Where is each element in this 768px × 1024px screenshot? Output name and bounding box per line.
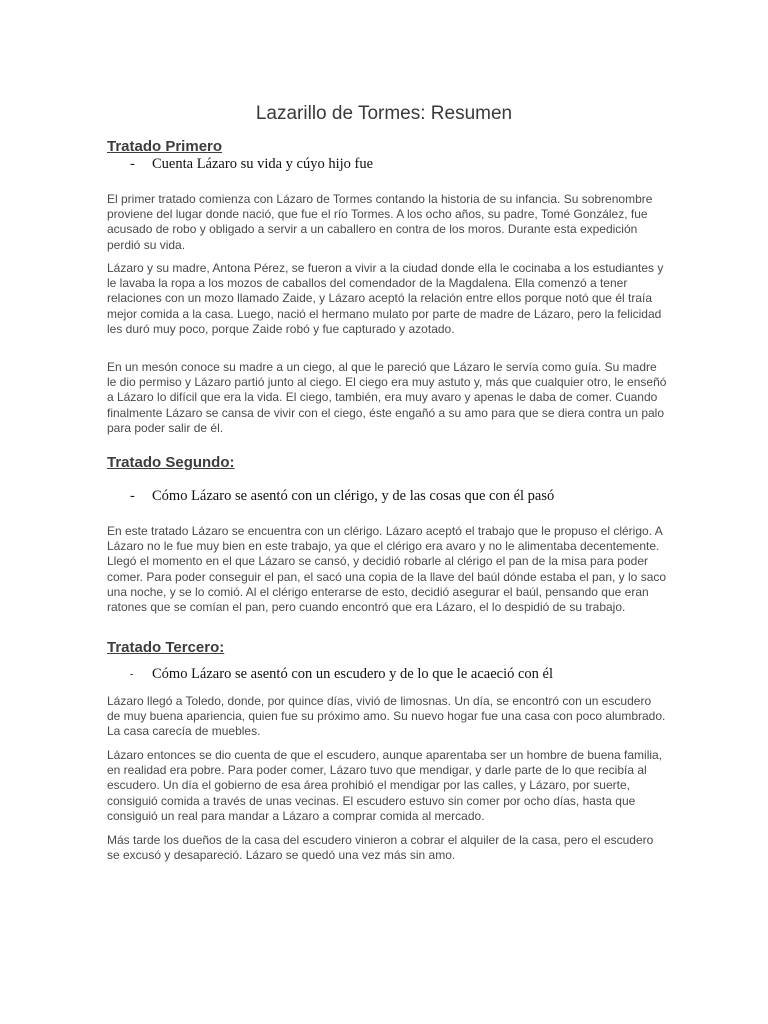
- paragraph: El primer tratado comienza con Lázaro de Tormes contando la historia de su infancia. Su sobrenombre proviene del lugar donde nació, que fue el río Tormes. A los ocho años, su padre, Tomé González, fue acusado de robo y obligado a servir a un caballero en contra de los moros. Durante esta expedición perdió su vida.: [107, 192, 653, 252]
- paragraph: Lázaro y su madre, Antona Pérez, se fueron a vivir a la ciudad donde ella le cocinaba a los estudiantes y le lavaba la ropa a los mozos de caballos del comendador de la Magdalena. Ella comenzó a tener relaciones con un mozo llamado Zaide, y Lázaro aceptó la relación entre ellos porque notó que él traía mejor comida a la casa. Luego, nació el hermano mulato por parte de madre de Lázaro, pero la felicidad les duró muy poco, porque Zaide robó y fue capturado y azotado.: [107, 261, 664, 336]
- list-dash: -: [130, 669, 134, 681]
- list-dash: -: [130, 488, 135, 504]
- section-heading-tratado-primero: Tratado Primero: [107, 138, 223, 155]
- paragraph: Más tarde los dueños de la casa del escudero vinieron a cobrar el alquiler de la casa, pero el escudero se excusó y desapareció. Lázaro se quedó una vez más sin amo.: [107, 833, 654, 863]
- paragraph: Lázaro entonces se dio cuenta de que el escudero, aunque aparentaba ser un hombre de buena familia, en realidad era pobre. Para poder comer, Lázaro tuvo que mendigar, y darle parte de lo que recibía al escudero. Un día el gobierno de esa área prohibió el mendigar por las calles, y Lázaro, por suerte, consiguió comida a través de unas vecinas. El escudero estuvo sin comer por ocho días, hasta que consiguió un real para mandar a Lázaro a comprar comida al mercado.: [107, 748, 663, 823]
- section-heading-tratado-tercero: Tratado Tercero:: [107, 639, 225, 656]
- paragraph: Lázaro llegó a Toledo, donde, por quince días, vivió de limosnas. Un día, se encontró con un escudero de muy buena apariencia, quien fue su próximo amo. Su nuevo hogar fue una casa con poco alumbrado. La casa carecía de muebles.: [107, 694, 666, 739]
- subheading-text: Cuenta Lázaro su vida y cúyo hijo fue: [152, 156, 374, 172]
- section-heading-tratado-segundo: Tratado Segundo:: [107, 454, 235, 471]
- subheading-text: Cómo Lázaro se asentó con un escudero y de lo que le acaeció con él: [152, 666, 554, 682]
- section-subheading-tratado-segundo: [130, 488, 554, 505]
- list-dash: -: [130, 156, 135, 172]
- section-subheading-tratado-tercero: [130, 666, 553, 683]
- paragraph: En un mesón conoce su madre a un ciego, al que le pareció que Lázaro le servía como guía. Su madre le dio permiso y Lázaro partió junto al ciego. El ciego era muy astuto y, más que cualquier otro, le enseñó a Lázaro lo difícil que era la vida. El ciego, también, era muy avaro y apenas le daba de comer. Cuando finalmente Lázaro se cansa de vivir con el ciego, éste engañó a su amo para que se diera contra un palo para poder salir de él.: [107, 360, 667, 435]
- paragraph: En este tratado Lázaro se encuentra con un clérigo. Lázaro aceptó el trabajo que le propuso el clérigo. A Lázaro no le fue muy bien en este trabajo, ya que el clérigo era avaro y no le alimentaba decentemente. Llegó el momento en el que Lázaro se cansó, y decidió robarle al clérigo el pan de la misa para poder comer. Para poder conseguir el pan, el sacó una copia de la llave del baúl dónde estaba el pan, y lo saco una noche, y se lo comió. Al el clérigo enterarse de esto, decidió asegurar el baúl, pensando que eran ratones que se comían el pan, pero cuando encontró que era Lázaro, el lo despidió de su trabajo.: [107, 524, 667, 615]
- section-subheading-tratado-primero: [130, 156, 373, 173]
- document-title: Lazarillo de Tormes: Resumen: [255, 103, 513, 124]
- subheading-text: Cómo Lázaro se asentó con un clérigo, y de las cosas que con él pasó: [152, 488, 555, 504]
